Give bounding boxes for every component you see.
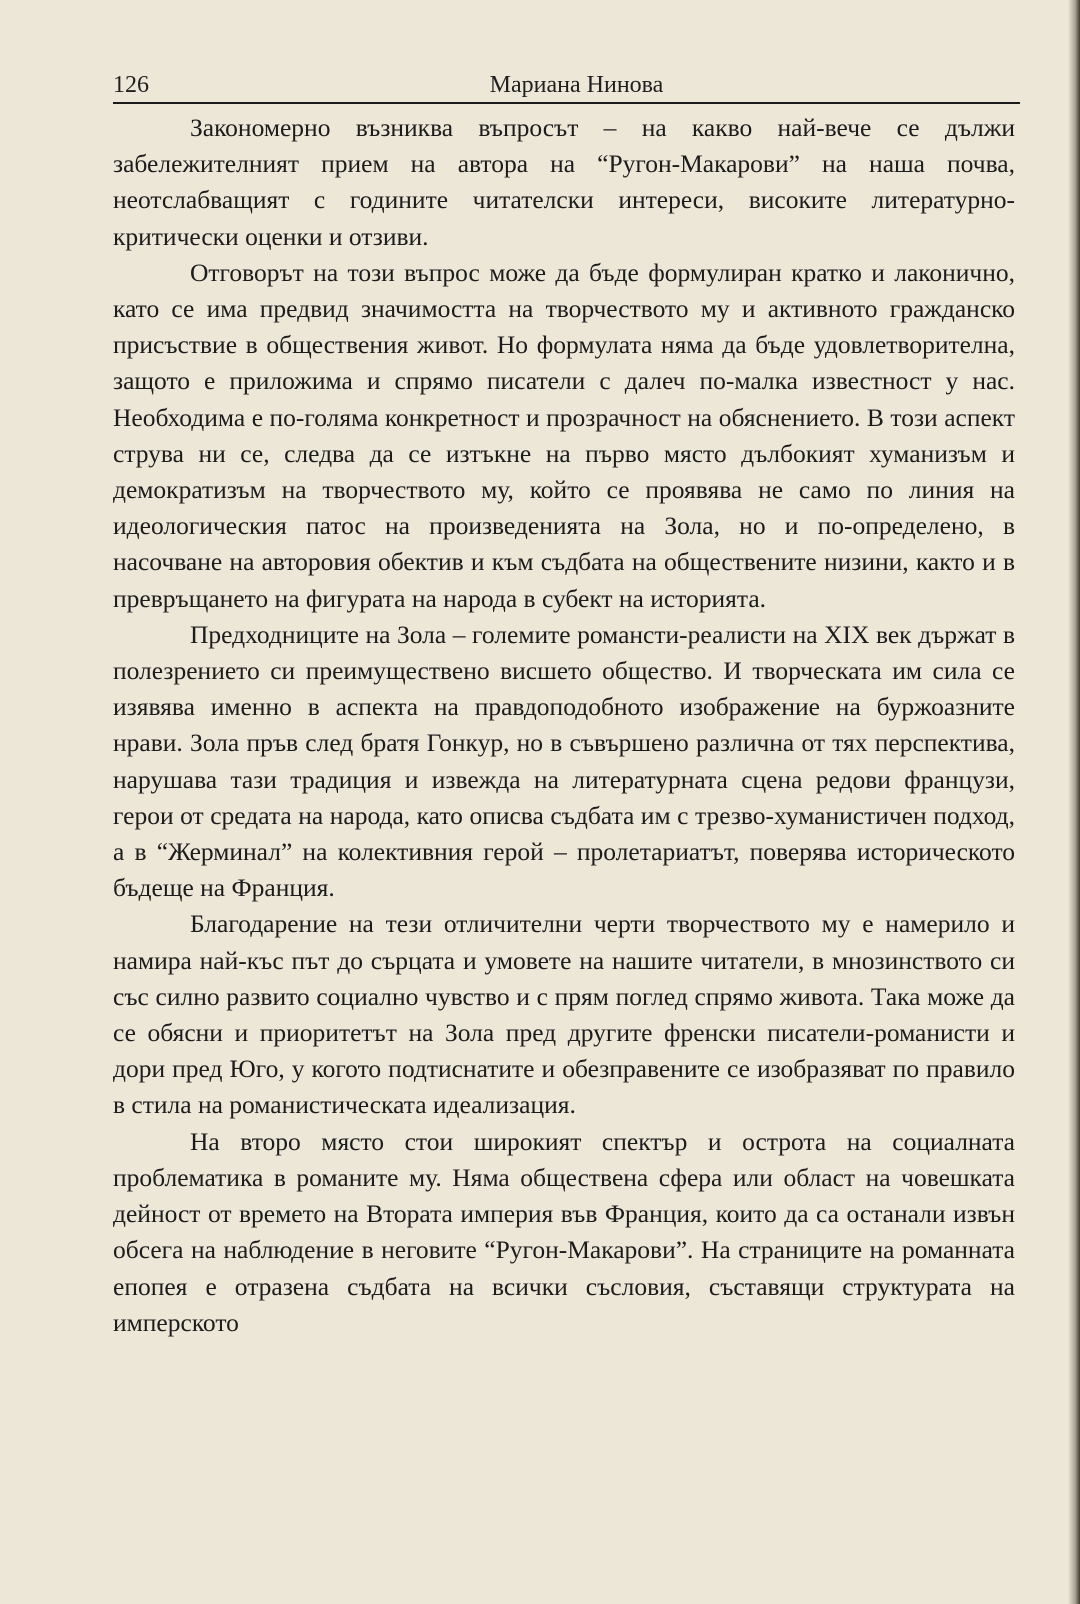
paragraph-4: Благодарение на тези отличителни черти творчеството му е намерило и намира най-къс път до сърцата и умовете на нашите читатели, в мнозинството си със силно развито социално чувство и с прям поглед спрямо живота. Така може да се обясни и приоритетът на Зола пред другите френски писатели-романисти и дори пред Юго, у когото подтиснатите и обезправените се изобразяват по правило в стила на романистическата идеализация. xyxy=(113,909,1015,1120)
paragraph-1: Закономерно възниква въпросът – на какво най-вече се дължи забележителният прием на автора на “Ругон-Макарови” на наша почва, неотслабващият с годините читателски интереси, високите литературно-критически оценки и отзиви. xyxy=(113,113,1015,251)
body-text xyxy=(113,110,1015,1341)
running-header xyxy=(113,68,1020,104)
page-edge-shadow xyxy=(1068,0,1080,1604)
running-head-author: Мариана Нинова xyxy=(489,72,664,98)
page-number: 126 xyxy=(113,72,149,98)
paragraph-5: На второ място стои широкият спектър и острота на социалната проблематика в романите му. Няма обществена сфера или област на човешката дейност от времето на Втората империя във Франция, които да са останали извън обсега на наблюдение в неговите “Ругон-Макарови”. На страниците на романната епопея е отразена съдбата на всички съсловия, съставящи структурата на имперското xyxy=(113,1126,1015,1337)
paragraph-3: Предходниците на Зола – големите романсти-реалисти на XIX век държат в полезрението си преимуществено висшето общество. И творческата им сила се изявява именно в аспекта на правдоподобното изображение на буржоазните нрави. Зола пръв след братя Гонкур, но в съвършено различна от тях перспектива, нарушава тази традиция и извежда на литературната сцена редови французи, герои от средата на народа, като описва съдбата им с трезво-хуманистичен подход, а в “Жерминал” на колективния герой – пролетариатът, поверява историческото бъдеще на Франция. xyxy=(113,619,1015,903)
paragraph-2: Отговорът на този въпрос може да бъде формулиран кратко и лаконично, като се има предвид значимостта на творчеството му и активното гражданско присъствие в обществения живот. Но формулата няма да бъде удовлетворителна, защото е приложима и спрямо писатели с далеч по-малка известност у нас. Необходима е по-голяма конкретност и прозрачност на обяснението. В този аспект струва ни се, следва да се изтъкне на първо място дълбокият хуманизъм и демократизъм на творчеството му, който се проявява не само по линия на идеологическия патос на произведенията на Зола, но и по-определено, в насочване на авторовия обектив и към съдбата на обществените низини, както и в превръщането на фигурата на народа в субект на историята. xyxy=(113,257,1015,613)
